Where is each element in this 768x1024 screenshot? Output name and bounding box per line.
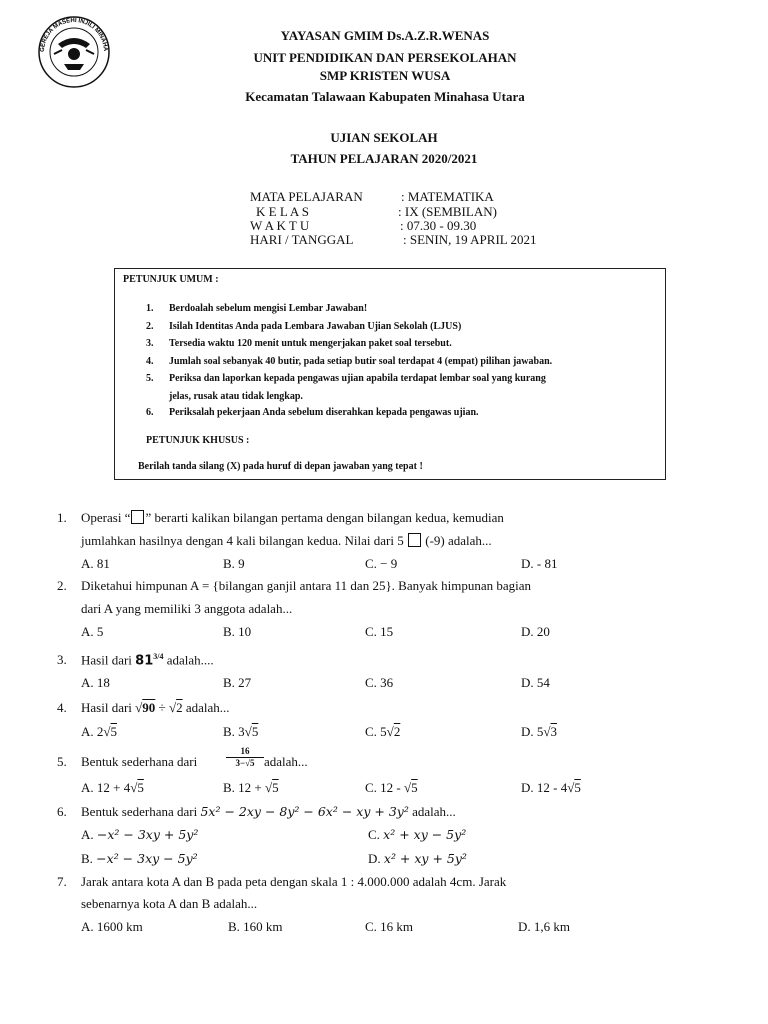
- q3-number: 3.: [57, 652, 67, 667]
- q2-option-a[interactable]: A. 5: [81, 624, 104, 639]
- q6-number: 6.: [57, 804, 67, 819]
- rule-4-num: 4.: [146, 356, 154, 367]
- q4-option-d[interactable]: D. 5√3: [521, 724, 558, 739]
- school-name: SMP KRISTEN WUSA: [319, 68, 451, 83]
- q1-option-c[interactable]: C. − 9: [365, 556, 398, 571]
- rule-4: Jumlah soal sebanyak 40 butir, pada setiap butir soal terdapat 4 (empat) pilihan jawaban.: [169, 356, 553, 367]
- school-logo: [36, 14, 112, 90]
- q5-option-c[interactable]: C. 12 - √5: [365, 780, 418, 795]
- rule-2-num: 2.: [146, 321, 154, 332]
- q4-option-b[interactable]: B. 3√5: [223, 724, 259, 739]
- q2-number: 2.: [57, 578, 67, 593]
- rule-5-cont: jelas, rusak atau tidak lengkap.: [169, 391, 303, 402]
- exam-title: UJIAN SEKOLAH: [330, 130, 438, 145]
- meta-label-time: W A K T U: [250, 218, 310, 233]
- foundation-name: YAYASAN GMIM Ds.A.Z.R.WENAS: [280, 28, 490, 43]
- special-instruction-text: Berilah tanda silang (X) pada huruf di depan jawaban yang tepat !: [138, 461, 423, 472]
- q3-option-b[interactable]: B. 27: [223, 675, 252, 690]
- q1-line2: jumlahkan hasilnya dengan 4 kali bilangan kedua. Nilai dari 5 (-9) adalah...: [81, 533, 492, 548]
- q2-option-b[interactable]: B. 10: [223, 624, 252, 639]
- q5-numerator: 16: [226, 746, 264, 758]
- q2-option-c[interactable]: C. 15: [365, 624, 394, 639]
- q6-option-c[interactable]: C. x² + xy − 5y²: [368, 827, 467, 842]
- q7-number: 7.: [57, 874, 67, 889]
- rule-6: Periksalah pekerjaan Anda sebelum diserahkan kepada pengawas ujian.: [169, 407, 479, 418]
- q5-fraction: [226, 746, 264, 769]
- q2-line2: dari A yang memiliki 3 anggota adalah...: [81, 601, 293, 616]
- meta-value-subject: : MATEMATIKA: [401, 189, 494, 204]
- q7-option-d[interactable]: D. 1,6 km: [518, 919, 570, 934]
- rule-1-num: 1.: [146, 303, 154, 314]
- q3-option-a[interactable]: A. 18: [81, 675, 110, 690]
- q4-option-c[interactable]: C. 5√2: [365, 724, 401, 739]
- general-instructions-title: PETUNJUK UMUM :: [123, 274, 219, 285]
- q6-option-b[interactable]: B. −x² − 3xy − 5y²: [81, 851, 198, 866]
- q7-line2: sebenarnya kota A dan B adalah...: [81, 896, 258, 911]
- q5-number: 5.: [57, 754, 67, 769]
- q5-option-d[interactable]: D. 12 - 4√5: [521, 780, 581, 795]
- q6-text: Bentuk sederhana dari 5x² − 2xy − 8y² − 6x² − xy + 3y² adalah...: [81, 804, 456, 819]
- svg-text:GEREJA MASEHI INJILI MINAHASA: GEREJA MASEHI INJILI MINAHA: [39, 17, 109, 53]
- q6-expression: 5x² − 2xy − 8y² − 6x² − xy + 3y²: [200, 804, 409, 819]
- q1-line1: Operasi “ ” berarti kalikan bilangan pertama dengan bilangan kedua, kemudian: [81, 510, 504, 525]
- rule-6-num: 6.: [146, 407, 154, 418]
- meta-value-class: : IX (SEMBILAN): [398, 204, 497, 219]
- rule-1: Berdoalah sebelum mengisi Lembar Jawaban!: [169, 303, 368, 314]
- school-address: Kecamatan Talawaan Kabupaten Minahasa Utara: [245, 89, 525, 104]
- q4-number: 4.: [57, 700, 67, 715]
- rule-3: Tersedia waktu 120 menit untuk mengerjakan paket soal tersebut.: [169, 338, 452, 349]
- meta-label-date: HARI / TANGGAL: [250, 232, 354, 247]
- q5-option-a[interactable]: A. 12 + 4√5: [81, 780, 144, 795]
- meta-value-time: : 07.30 - 09.30: [400, 218, 477, 233]
- meta-label-subject: MATA PELAJARAN: [250, 189, 363, 204]
- q5-text-pre: Bentuk sederhana dari: [81, 754, 198, 769]
- q3-option-c[interactable]: C. 36: [365, 675, 394, 690]
- unit-name: UNIT PENDIDIKAN DAN PERSEKOLAHAN: [253, 50, 517, 65]
- q5-option-b[interactable]: B. 12 + √5: [223, 780, 279, 795]
- rule-5: Periksa dan laporkan kepada pengawas ujian apabila terdapat lembar soal yang kurang: [169, 373, 546, 384]
- q7-line1: Jarak antara kota A dan B pada peta dengan skala 1 : 4.000.000 adalah 4cm. Jarak: [81, 874, 507, 889]
- q4-option-a[interactable]: A. 2√5: [81, 724, 118, 739]
- q7-option-a[interactable]: A. 1600 km: [81, 919, 143, 934]
- q1-option-d[interactable]: D. - 81: [521, 556, 558, 571]
- exam-year: TAHUN PELAJARAN 2020/2021: [290, 151, 478, 166]
- q2-option-d[interactable]: D. 20: [521, 624, 550, 639]
- q6-option-d[interactable]: D. x² + xy + 5y²: [368, 851, 467, 866]
- operation-square-icon: [408, 533, 421, 547]
- q5-denominator: 3−√5: [235, 758, 255, 768]
- q1-option-b[interactable]: B. 9: [223, 556, 245, 571]
- special-instructions-title: PETUNJUK KHUSUS :: [146, 435, 250, 446]
- operation-square-icon: [131, 510, 144, 524]
- q1-option-a[interactable]: A. 81: [81, 556, 110, 571]
- rule-3-num: 3.: [146, 338, 154, 349]
- q6-option-a[interactable]: A. −x² − 3xy + 5y²: [81, 827, 199, 842]
- q2-line1: Diketahui himpunan A = {bilangan ganjil antara 11 dan 25}. Banyak himpunan bagian: [81, 578, 532, 593]
- q4-text: Hasil dari √90 ÷ √2 adalah...: [81, 700, 230, 715]
- q3-option-d[interactable]: D. 54: [521, 675, 550, 690]
- rule-5-num: 5.: [146, 373, 154, 384]
- q3-text: Hasil dari $81^{3/4}$ adalah....: [81, 652, 214, 669]
- q5-text-post: adalah...: [264, 754, 308, 769]
- q7-option-c[interactable]: C. 16 km: [365, 919, 414, 934]
- meta-label-class: K E L A S: [256, 204, 309, 219]
- q7-option-b[interactable]: B. 160 km: [228, 919, 283, 934]
- q1-number: 1.: [57, 510, 67, 525]
- rule-2: Isilah Identitas Anda pada Lembara Jawaban Ujian Sekolah (LJUS): [169, 321, 462, 332]
- instructions-box: [114, 268, 666, 480]
- meta-value-date: : SENIN, 19 APRIL 2021: [403, 232, 537, 247]
